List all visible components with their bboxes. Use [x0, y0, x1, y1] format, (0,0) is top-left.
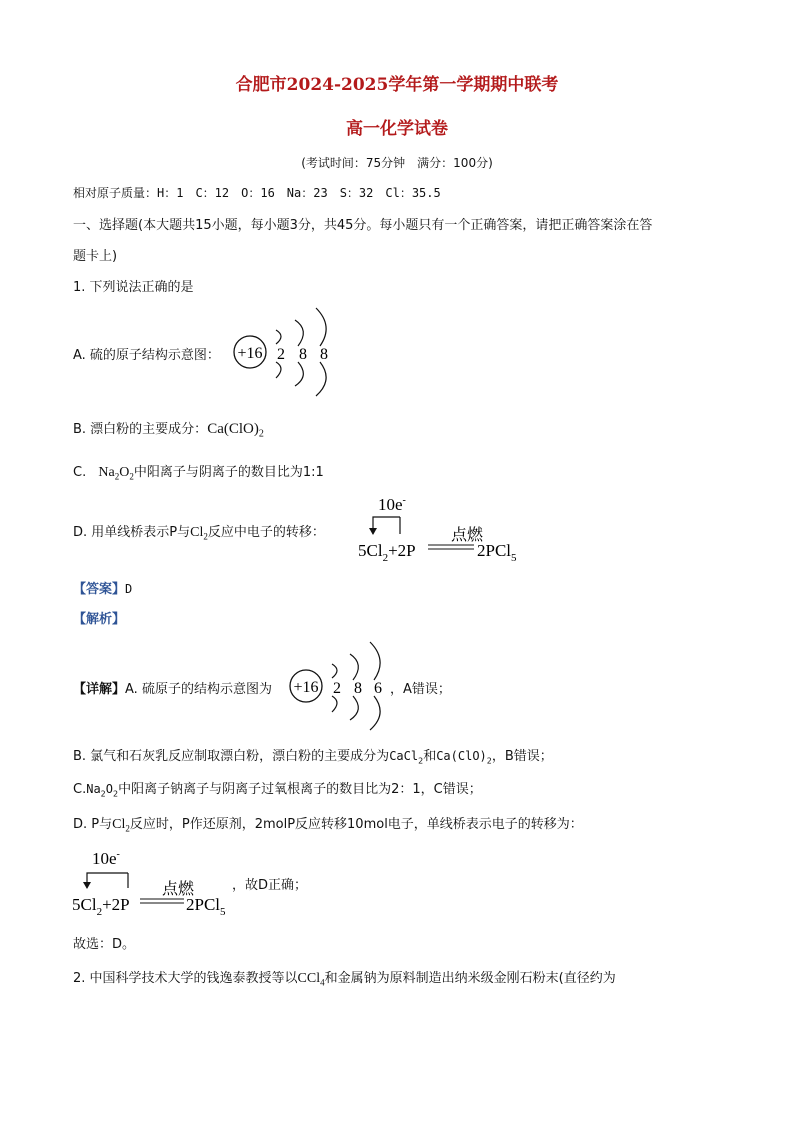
q1-option-b-label: B. 漂白粉的主要成分：	[73, 422, 208, 437]
svg-text:2: 2	[333, 680, 341, 697]
shell-2-count: 8	[299, 346, 307, 363]
exam-subtitle: 高一化学试卷	[346, 119, 448, 139]
sulfur-atom-diagram	[228, 306, 338, 398]
bridge-arrow	[369, 528, 377, 535]
q1-electron-transfer-equation	[356, 492, 536, 566]
electron-count: 10e-	[378, 495, 406, 514]
svg-text:2PCl5: 2PCl$_5$	[186, 895, 226, 918]
svg-text:6: 6	[374, 680, 382, 697]
q1-option-b-formula: Ca(ClO)	[207, 421, 259, 437]
detail-tag: 【详解】	[73, 682, 126, 697]
answer-line	[73, 578, 132, 597]
svg-text:10e-: 10e-	[92, 849, 120, 868]
q1-option-c-label: C.	[73, 465, 87, 480]
shell-3-count: 8	[320, 346, 328, 363]
detail-a-post: ，A错误；	[390, 682, 451, 697]
q1-option-c: C. $Na_2O_2$中阳离子与阴离子的数目比为1:1	[73, 465, 324, 482]
svg-text:点燃: 点燃	[162, 881, 195, 898]
q1-option-d: D. 用单线桥表示P与$Cl_2$反应中电子的转移：	[73, 525, 325, 542]
svg-text:+16: +16	[293, 679, 319, 696]
svg-text:8: 8	[354, 680, 362, 697]
section-heading-line2: 题卡上)	[73, 249, 118, 264]
q1-option-c-text: 中阳离子与阴离子的数目比为1:1	[133, 465, 324, 480]
svg-text:5Cl2+2P: $5Cl_2+2P$	[72, 895, 130, 918]
equation-right: 2PCl$_5$	[477, 541, 517, 564]
bridge-line	[373, 517, 400, 534]
section-heading-line1: 一、选择题(本大题共15小题，每小题3分，共45分。每小题只有一个正确答案，请把正确答案涂在答	[73, 218, 653, 233]
exam-info: (考试时间：75分钟 满分：100分)	[301, 156, 493, 170]
q1-option-a-label: A. 硫的原子结构示意图：	[73, 348, 220, 363]
exam-title: 合肥市2024-2025学年第一学期期中联考	[235, 75, 559, 95]
reaction-condition: 点燃	[451, 527, 484, 544]
q2-stem: 2. 中国科学技术大学的钱逸泰教授等以CCl$_4$和金属钠为原料制造出纳米级金刚石粉末(直径约为	[73, 971, 616, 988]
equation-left: $5Cl_2+2P$	[358, 541, 416, 564]
q1-option-b	[73, 418, 264, 440]
detail-d-line: D. P与$Cl_2$反应时，P作还原剂，2molP反应转移10mol电子，单线桥表示电子的转移为：	[73, 817, 583, 834]
atomic-masses: 相对原子质量：H：1 C：12 O：16 Na：23 S：32 Cl：35.5	[73, 186, 441, 200]
shell-1-count: 2	[277, 346, 285, 363]
detail-a-line: 【详解】A. 硫原子的结构示意图为	[73, 682, 272, 697]
detail-electron-transfer-equation	[70, 846, 250, 920]
answer-value: D	[125, 582, 133, 596]
q1-stem: 1. 下列说法正确的是	[73, 280, 194, 295]
detail-b-line: B. 氯气和石灰乳反应制取漂白粉，漂白粉的主要成分为CaCl$_2$和$Ca(ClO)_2$，B错误；	[73, 749, 553, 766]
nucleus-charge: +16	[237, 345, 263, 362]
detail-d-tail: ，故D正确；	[232, 878, 308, 893]
analysis-tag: 【解析】	[73, 612, 126, 627]
answer-tag: 【答案】	[73, 582, 126, 597]
detail-conclusion: 故选：D。	[73, 937, 136, 952]
sulfur-atom-diagram-correct	[286, 640, 390, 732]
detail-c-line: $C.Na_2O_2$中阳离子钠离子与阴离子过氧根离子的数目比为2：1，C错误；	[73, 782, 482, 799]
q1-option-b-sub: 2	[258, 428, 264, 440]
